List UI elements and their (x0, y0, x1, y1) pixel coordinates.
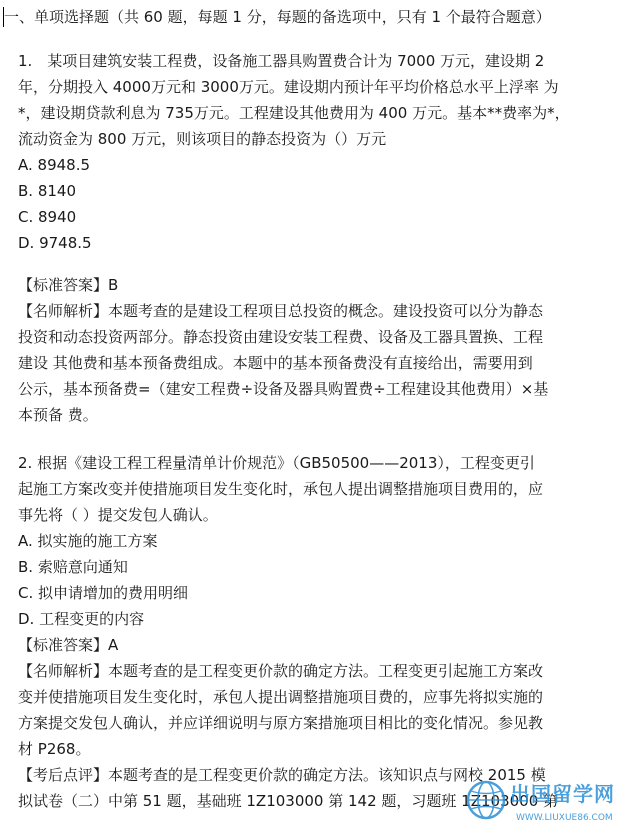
question-2-option-c: C. 拟申请增加的费用明细 (18, 584, 189, 602)
question-1-stem-line: *，建设期贷款利息为 735万元。工程建设其他费用为 400 万元。基本**费率为*， (18, 104, 570, 122)
question-1-analysis-line: 公示，基本预备费=（建安工程费÷设备及器具购置费÷工程建设其他费用）×基 (18, 380, 549, 398)
question-2-analysis-line: 变并使措施项目发生变化时，承包人提出调整措施项目费的，应事先将拟实施的 (18, 688, 544, 706)
question-1-option-c: C. 8940 (18, 208, 77, 226)
question-2 (18, 450, 606, 814)
question-1-option-d: D. 9748.5 (18, 234, 92, 252)
question-2-option-d: D. 工程变更的内容 (18, 610, 145, 628)
question-2-option-b: B. 索赔意向通知 (18, 558, 128, 576)
question-2-option-a: A. 拟实施的施工方案 (18, 532, 158, 550)
question-2-review-line: 【考后点评】本题考查的是工程变更价款的确定方法。该知识点与网校 2015 模 (18, 766, 546, 784)
watermark-text: 出国留学网 (510, 782, 615, 806)
question-1-analysis-line: 本预备 费。 (18, 406, 98, 424)
question-1-option-b: B. 8140 (18, 182, 77, 200)
question-1-stem-line: 年，分期投入 4000万元和 3000万元。建设期内预计年平均价格总水平上浮率 为 (18, 78, 559, 96)
question-1-stem-line: 1. 某项目建筑安装工程费，设备施工器具购置费合计为 7000 万元，建设期 2 (18, 52, 545, 70)
question-1-analysis-line: 【名师解析】本题考查的是建设工程项目总投资的概念。建设投资可以分为静态 (18, 302, 544, 320)
question-2-stem-line: 起施工方案改变并使措施项目发生变化时，承包人提出调整措施项目费用的，应 (18, 480, 544, 498)
question-1-analysis-line: 建设 其他费和基本预备费组成。本题中的基本预备费没有直接给出，需要用到 (18, 354, 533, 372)
watermark-globe-icon (464, 779, 508, 821)
question-2-answer: 【标准答案】A (18, 636, 119, 654)
question-2-analysis-line: 材 P268。 (18, 740, 91, 758)
question-2-stem-line: 2. 根据《建设工程工程量清单计价规范》（GB50500——2013），工程变更引 (18, 454, 535, 472)
question-2-stem-line: 事先将（ ）提交发包人确认。 (18, 506, 218, 524)
question-1-answer-block (18, 272, 606, 428)
question-2-review-line: 拟试卷（二）中第 51 题，基础班 1Z103000 第 142 题，习题班 1Z103000 第 (18, 792, 559, 810)
question-2-analysis-line: 方案提交发包人确认，并应详细说明与原方案措施项目相比的变化情况。参见教 (18, 714, 544, 732)
question-1-answer: 【标准答案】B (18, 276, 119, 294)
question-1 (18, 48, 606, 256)
section-heading: 一、单项选择题（共 60 题，每题 1 分，每题的备选项中，只有 1 个最符合题意） (4, 8, 551, 26)
question-1-option-a: A. 8948.5 (18, 156, 91, 174)
site-watermark (464, 779, 614, 823)
question-2-analysis-line: 【名师解析】本题考查的是工程变更价款的确定方法。工程变更引起施工方案改 (18, 662, 544, 680)
watermark-url: WWW.LIUXUE86.COM (516, 813, 613, 823)
question-1-stem-line: 流动资金为 800 万元，则该项目的静态投资为（）万元 (18, 130, 387, 148)
question-1-analysis-line: 投资和动态投资两部分。静态投资由建设安装工程费、设备及工器具置换、工程 (18, 328, 544, 346)
